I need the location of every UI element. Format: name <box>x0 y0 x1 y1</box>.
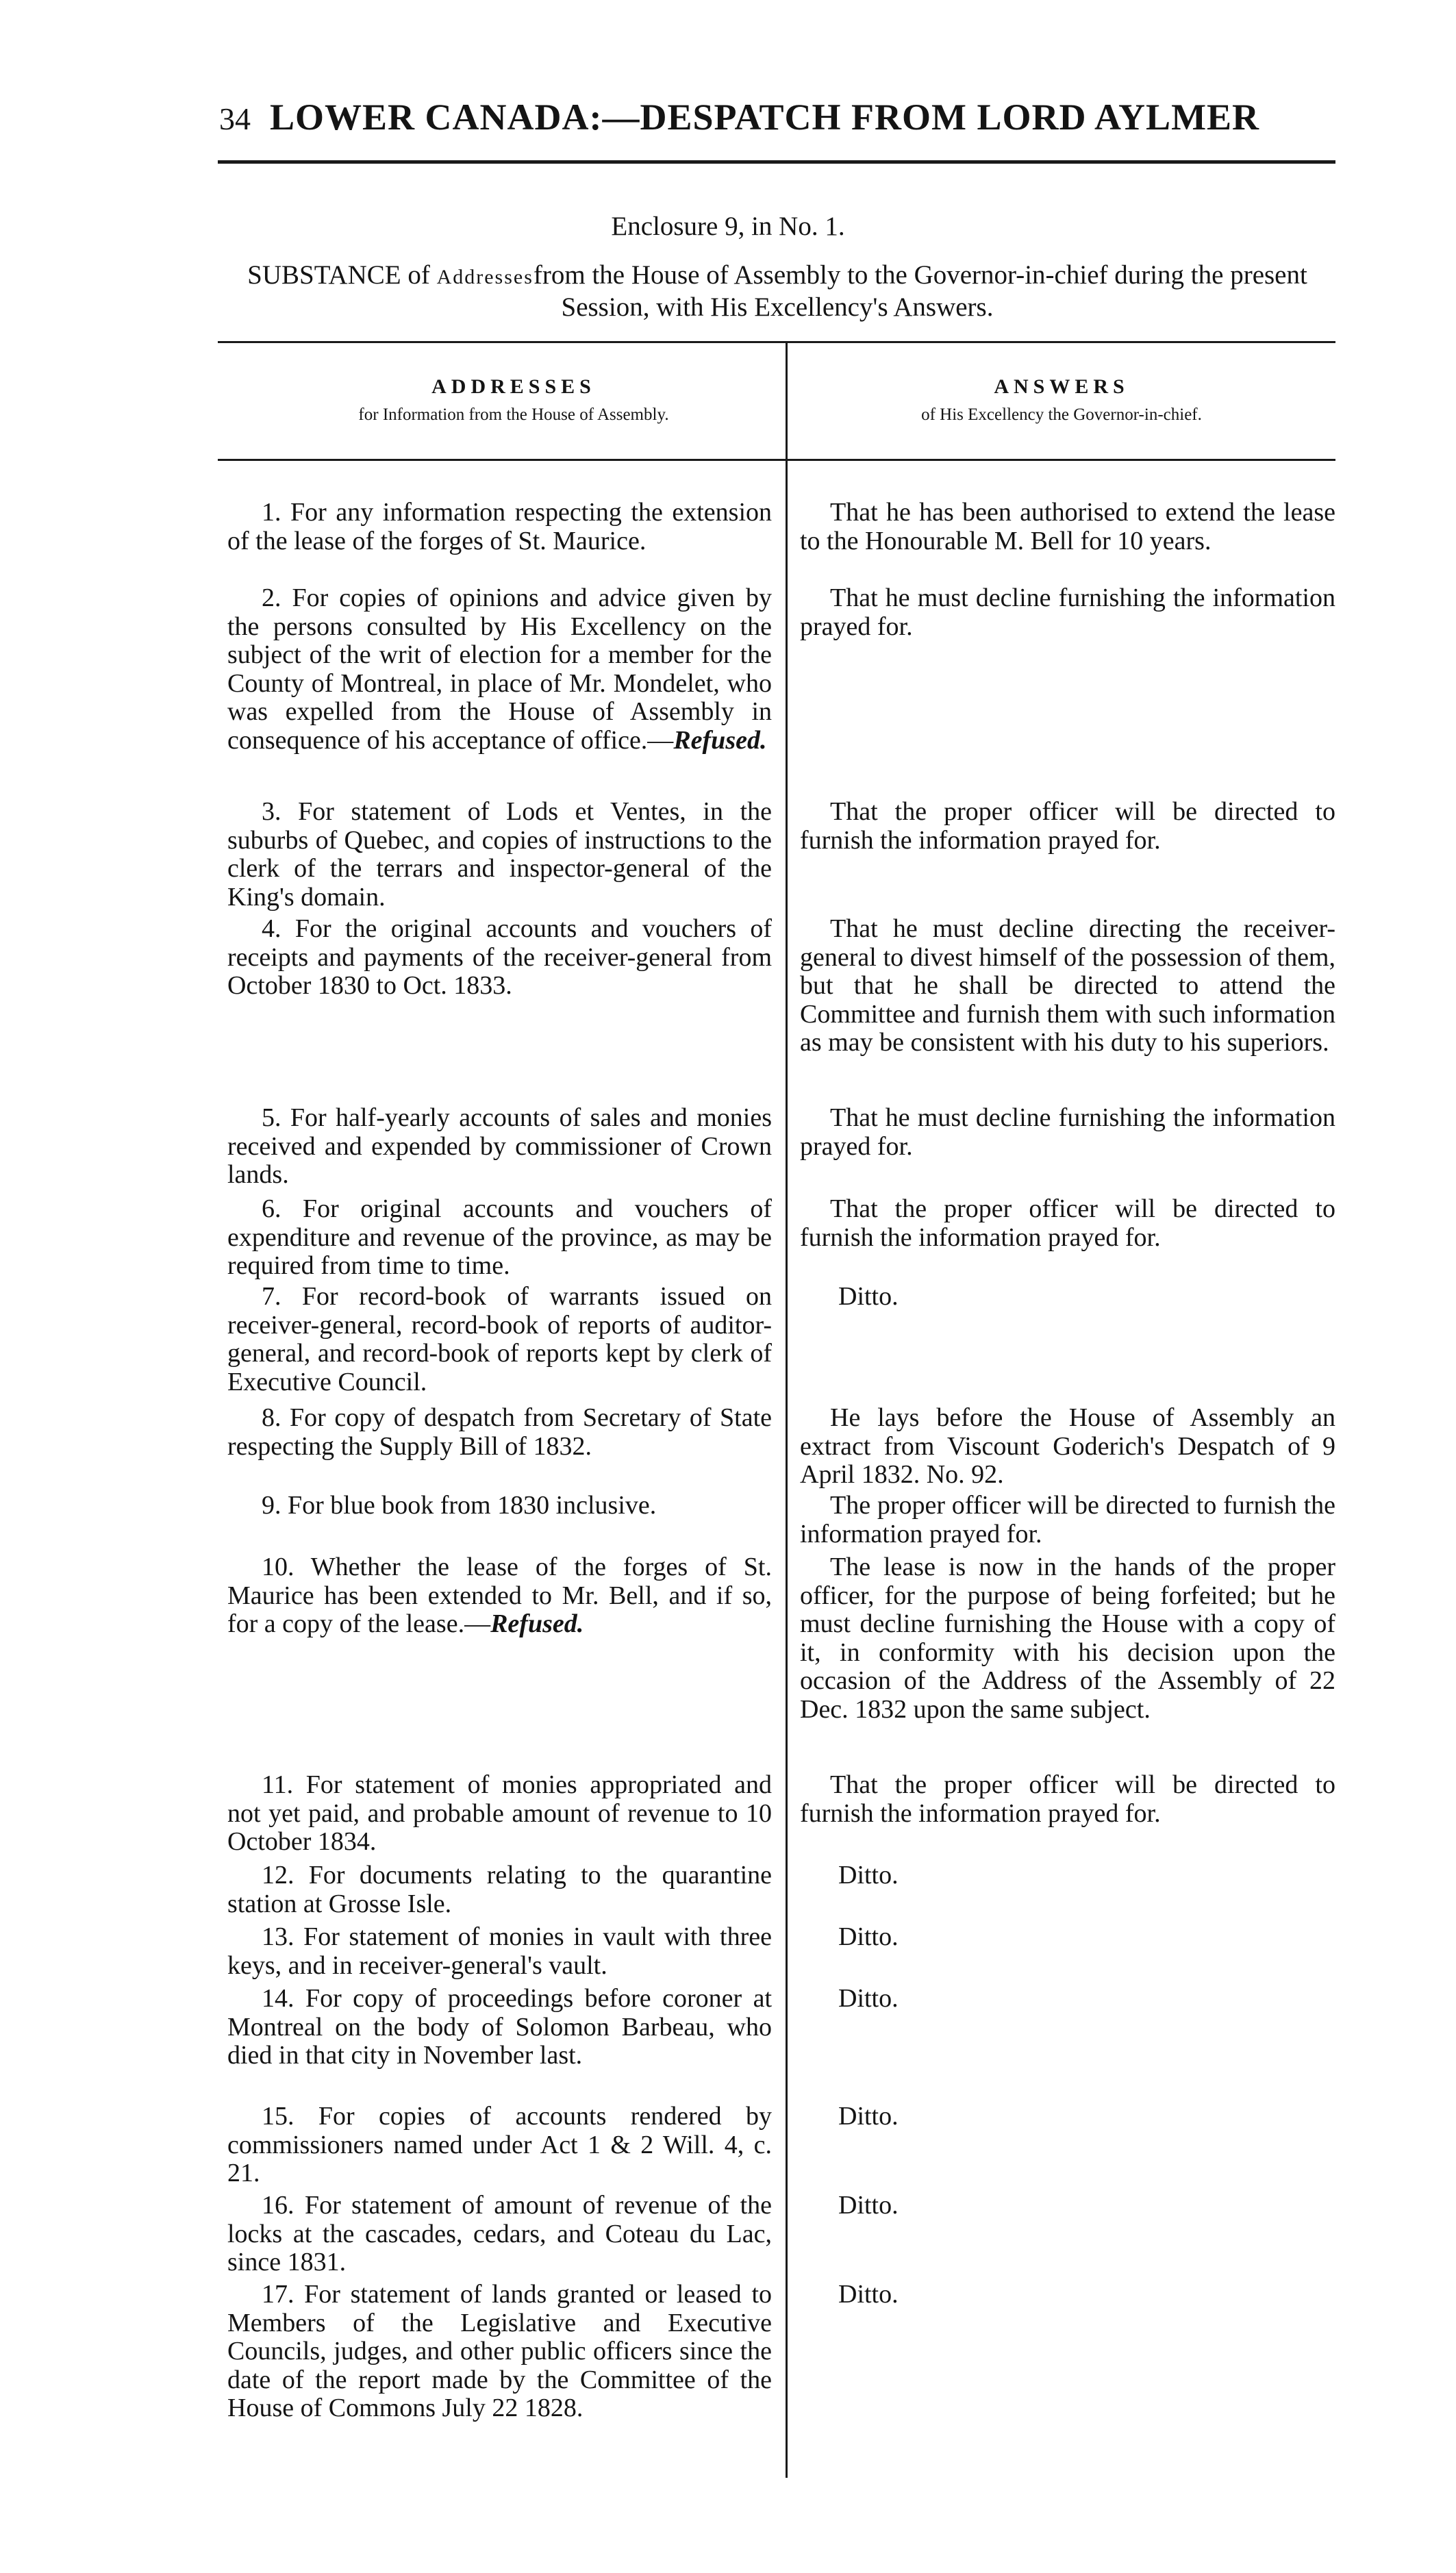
answer-cell: Ditto. <box>838 2280 899 2309</box>
address-cell: 4. For the original accounts and vouchers of receipts and payments of the receiver-general from October 1830 to Oct. 1833. <box>227 914 773 1000</box>
answer-cell: That the proper officer will be directed to furnish the information prayed for. <box>800 1194 1335 1252</box>
address-cell: 9. For blue book from 1830 inclusive. <box>262 1491 657 1520</box>
answer-cell: That the proper officer will be directed to furnish the information prayed for. <box>800 797 1335 855</box>
answer-cell: He lays before the House of Assembly an extract from Viscount Goderich's Despatch of 9 April 1832. No. 92. <box>800 1403 1335 1489</box>
address-cell: 13. For statement of monies in vault with three keys, and in receiver-general's vault. <box>227 1922 772 1980</box>
page-number: 34 <box>219 101 251 136</box>
intro-paragraph <box>219 260 1335 323</box>
table-header-rule <box>218 459 1335 461</box>
answer-cell: Ditto. <box>838 1282 899 1311</box>
address-cell: 12. For documents relating to the quarantine station at Grosse Isle. <box>227 1861 772 1918</box>
answer-cell: That he has been authorised to extend the lease to the Honourable M. Bell for 10 years. <box>800 498 1335 555</box>
table-top-rule <box>218 341 1335 343</box>
column-divider <box>786 341 788 2478</box>
address-cell: 6. For original accounts and vouchers of expenditure and revenue of the province, as may be required from time to time. <box>227 1194 773 1280</box>
running-title: LOWER CANADA:—DESPATCH FROM LORD AYLMER <box>270 97 1260 138</box>
intro-smallcaps: Addresses <box>436 266 534 288</box>
header-rule <box>218 160 1335 164</box>
address-cell: 8. For copy of despatch from Secretary of State respecting the Supply Bill of 1832. <box>227 1403 772 1461</box>
address-cell: 11. For statement of monies appropriated and not yet paid, and probable amount of revenue to 10 October 1834. <box>227 1770 773 1856</box>
intro-rest: from the House of Assembly to the Governor-in-chief during the present Session, with His Excellency's Answers. <box>533 260 1307 322</box>
intro-lead: SUBSTANCE of <box>247 260 430 290</box>
answer-cell: The proper officer will be directed to furnish the information prayed for. <box>800 1491 1335 1548</box>
addresses-column-header <box>274 375 753 425</box>
address-cell: 16. For statement of amount of revenue of the locks at the cascades, cedars, and Coteau du Lac, since 1831. <box>227 2191 772 2276</box>
answer-cell: That he must decline furnishing the information prayed for. <box>800 583 1335 641</box>
address-cell: 1. For any information respecting the extension of the lease of the forges of St. Maurice. <box>227 498 773 555</box>
answer-cell: Ditto. <box>838 1922 899 1951</box>
running-header <box>219 96 1335 151</box>
answer-cell: That he must decline furnishing the information prayed for. <box>800 1103 1335 1161</box>
answer-cell: Ditto. <box>838 1861 899 1890</box>
address-cell: 17. For statement of lands granted or leased to Members of the Legislative and Executive Councils, judges, and other public officers since the date of the report made by the Committee of the House of Commons July 22 1828. <box>227 2280 772 2422</box>
answer-cell: That the proper officer will be directed to furnish the information prayed for. <box>800 1770 1335 1828</box>
addresses-subtitle: for Information from the House of Assembly. <box>358 405 669 424</box>
address-cell: 7. For record-book of warrants issued on receiver-general, record-book of reports of auditor-general, and record-book of reports kept by clerk of Executive Council. <box>227 1282 772 1396</box>
answer-cell: Ditto. <box>838 2102 899 2131</box>
answers-title: ANSWERS <box>994 375 1129 398</box>
answer-cell: Ditto. <box>838 2191 899 2220</box>
address-cell: 5. For half-yearly accounts of sales and monies received and expended by commissioner of Crown lands. <box>227 1103 772 1189</box>
answer-cell: Ditto. <box>838 1984 899 2013</box>
addresses-title: ADDRESSES <box>431 375 596 398</box>
answer-cell: That he must decline directing the receiver-general to divest himself of the possession of them, but that he shall be directed to attend the Committee and furnish them with such information as may be consistent with his duty to his superiors. <box>800 914 1335 1057</box>
address-cell: 14. For copy of proceedings before coroner at Montreal on the body of Solomon Barbeau, who died in that city in November last. <box>227 1984 773 2070</box>
enclosure-label: Enclosure 9, in No. 1. <box>611 212 845 241</box>
address-cell: 15. For copies of accounts rendered by commissioners named under Act 1 & 2 Will. 4, c. 21. <box>227 2102 773 2187</box>
address-cell: 10. Whether the lease of the forges of St. Maurice has been extended to Mr. Bell, and if so, for a copy of the lease.—Refused. <box>227 1553 772 1638</box>
answer-cell: The lease is now in the hands of the proper officer, for the purpose of being forfeited; but he must decline furnishing the House with a copy of it, in conformity with his decision upon the occasion of the Address of the Assembly of 22 Dec. 1832 upon the same subject. <box>800 1553 1335 1724</box>
answers-column-header <box>815 375 1308 425</box>
address-cell: 2. For copies of opinions and advice given by the persons consulted by His Excellency on the subject of the writ of election for a member for the County of Montreal, in place of Mr. Mondelet, who was expelled from the House of Assembly in consequence of his acceptance of office.—Refused. <box>227 583 772 755</box>
address-cell: 3. For statement of Lods et Ventes, in the suburbs of Quebec, and copies of instructions to the clerk of the terrars and inspector-general of the King's domain. <box>227 797 773 912</box>
answers-subtitle: of His Excellency the Governor-in-chief. <box>921 405 1202 424</box>
